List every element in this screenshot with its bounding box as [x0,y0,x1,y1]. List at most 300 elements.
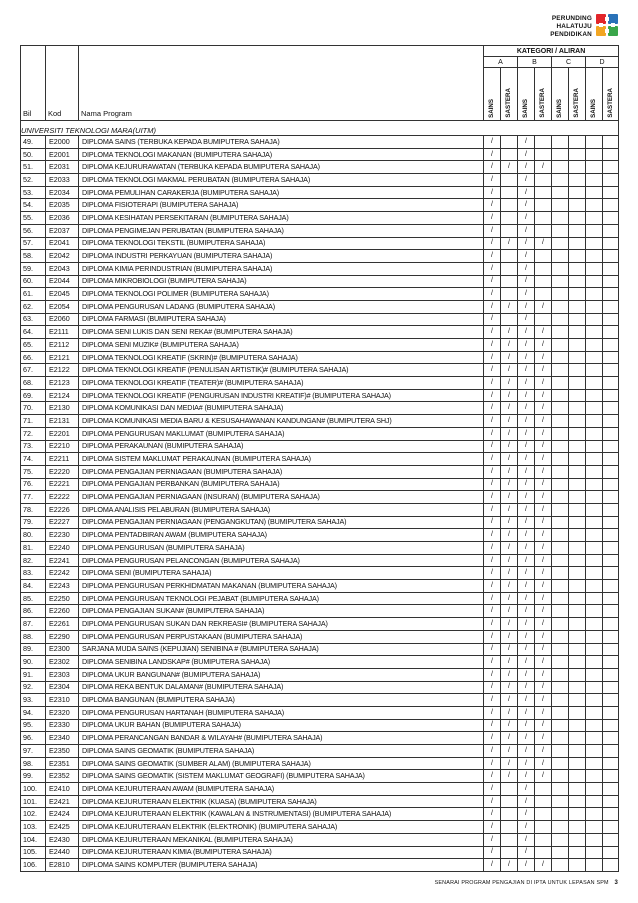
row-mark [535,199,552,212]
row-bil: 99. [21,770,46,783]
row-mark [552,275,569,288]
row-kod: E2425 [46,821,79,834]
row-mark [552,808,569,821]
row-mark [569,161,586,174]
row-mark [569,808,586,821]
row-mark: / [518,212,535,225]
row-mark: / [484,795,501,808]
row-mark [552,592,569,605]
table-row [21,136,619,149]
row-mark [586,136,603,149]
row-program: DIPLOMA PENGAJIAN PERNIAGAAN (BUMIPUTERA SAHAJA) [79,465,484,478]
row-bil: 54. [21,199,46,212]
row-bil: 51. [21,161,46,174]
table-row [21,237,619,250]
row-kod: E2304 [46,681,79,694]
row-bil: 70. [21,402,46,415]
row-bil: 105. [21,846,46,859]
row-mark [569,465,586,478]
row-mark [535,250,552,263]
row-mark [603,465,619,478]
row-mark [586,174,603,187]
row-mark [569,212,586,225]
row-mark: / [501,605,518,618]
row-program: DIPLOMA SAINS GEOMATIK (SISTEM MAKLUMAT GEOGRAFI) (BUMIPUTERA SAHAJA) [79,770,484,783]
row-program: DIPLOMA PENGURUSAN MAKLUMAT (BUMIPUTERA SAHAJA) [79,427,484,440]
row-mark [569,174,586,187]
row-mark [535,846,552,859]
row-program: DIPLOMA PERAKAUNAN (BUMIPUTERA SAHAJA) [79,440,484,453]
row-mark [603,516,619,529]
row-mark [586,630,603,643]
row-mark: / [484,643,501,656]
row-mark [501,250,518,263]
row-mark: / [484,199,501,212]
row-program: DIPLOMA PENGAJIAN PERNIAGAAN (INSURAN) (BUMIPUTERA SAHAJA) [79,491,484,504]
row-mark: / [501,339,518,352]
row-mark [501,174,518,187]
row-mark [586,415,603,428]
row-mark: / [501,656,518,669]
row-bil: 57. [21,237,46,250]
row-bil: 87. [21,618,46,631]
row-kod: E2220 [46,465,79,478]
footer-text: SENARAI PROGRAM PENGAJIAN DI IPTA UNTUK LEPASAN SPM [434,880,609,886]
row-mark [569,694,586,707]
row-kod: E2211 [46,453,79,466]
table-row [21,795,619,808]
row-mark [586,592,603,605]
row-program: DIPLOMA TEKNOLOGI KREATIF (PENGURUSAN INDUSTRI KREATIF)# (BUMIPUTERA SAHAJA) [79,389,484,402]
row-bil: 55. [21,212,46,225]
row-bil: 64. [21,326,46,339]
row-mark [586,440,603,453]
row-kod: E2031 [46,161,79,174]
table-row [21,465,619,478]
row-mark: / [501,478,518,491]
row-mark: / [518,389,535,402]
table-row [21,377,619,390]
row-mark [603,389,619,402]
row-mark [552,821,569,834]
row-kod: E2424 [46,808,79,821]
row-mark [535,783,552,796]
row-mark [535,136,552,149]
row-mark: / [501,859,518,872]
row-mark [569,351,586,364]
row-mark: / [518,732,535,745]
row-mark [603,364,619,377]
row-mark: / [484,783,501,796]
row-program: DIPLOMA TEKNOLOGI KREATIF (SKRIN)# (BUMIPUTERA SAHAJA) [79,351,484,364]
row-mark: / [501,643,518,656]
row-mark: / [484,554,501,567]
row-program: DIPLOMA SISTEM MAKLUMAT PERAKAUNAN (BUMIPUTERA SAHAJA) [79,453,484,466]
row-mark [569,745,586,758]
row-mark: / [535,719,552,732]
row-mark [603,630,619,643]
row-kod: E2810 [46,859,79,872]
row-mark [552,453,569,466]
row-mark: / [484,567,501,580]
row-mark [552,199,569,212]
row-mark [586,186,603,199]
row-program: DIPLOMA UKUR BANGUNAN# (BUMIPUTERA SAHAJA) [79,668,484,681]
row-mark [586,224,603,237]
row-mark: / [484,237,501,250]
row-mark [569,415,586,428]
row-program: DIPLOMA PENGURUSAN PELANCONGAN (BUMIPUTERA SAHAJA) [79,554,484,567]
row-mark [501,808,518,821]
row-mark [586,821,603,834]
row-kod: E2350 [46,745,79,758]
row-mark [501,224,518,237]
row-mark [535,821,552,834]
row-mark: / [484,212,501,225]
row-mark [552,770,569,783]
row-mark [569,719,586,732]
row-mark: / [484,224,501,237]
row-mark: / [484,542,501,555]
row-mark: / [501,402,518,415]
row-mark: / [518,186,535,199]
row-mark [603,668,619,681]
row-program: DIPLOMA KOMUNIKASI MEDIA BARU & KESUSAHAWANAN KANDUNGAN# (BUMIPUTERA SHJ) [79,415,484,428]
row-mark: / [535,745,552,758]
row-kod: E2320 [46,706,79,719]
row-mark: / [484,694,501,707]
row-program: DIPLOMA PENTADBIRAN AWAM (BUMIPUTERA SAHAJA) [79,529,484,542]
row-mark [586,516,603,529]
row-bil: 97. [21,745,46,758]
row-mark: / [484,427,501,440]
row-mark [535,212,552,225]
row-bil: 62. [21,300,46,313]
row-bil: 77. [21,491,46,504]
row-mark [586,377,603,390]
row-mark: / [518,364,535,377]
row-mark [603,783,619,796]
row-program: DIPLOMA PERANCANGAN BANDAR & WILAYAH# (BUMIPUTERA SAHAJA) [79,732,484,745]
row-mark [603,554,619,567]
logo-line: PENDIDIKAN [550,31,592,38]
row-program: DIPLOMA REKA BENTUK DALAMAN# (BUMIPUTERA SAHAJA) [79,681,484,694]
row-mark [552,846,569,859]
table-row [21,757,619,770]
row-mark: / [484,453,501,466]
row-mark [535,148,552,161]
table-row [21,148,619,161]
row-program: DIPLOMA KEJURURAWATAN (TERBUKA KEPADA BUMIPUTERA SAHAJA) [79,161,484,174]
row-mark [552,554,569,567]
row-bil: 93. [21,694,46,707]
row-mark: / [518,275,535,288]
row-mark [603,719,619,732]
row-mark [552,351,569,364]
row-mark [603,351,619,364]
row-mark [586,300,603,313]
row-mark: / [535,567,552,580]
row-mark [552,491,569,504]
row-mark [552,681,569,694]
row-bil: 92. [21,681,46,694]
row-mark [603,186,619,199]
puzzle-cross-icon [596,14,618,36]
row-mark [569,783,586,796]
row-program: DIPLOMA KOMUNIKASI DAN MEDIA# (BUMIPUTERA SAHAJA) [79,402,484,415]
row-mark: / [535,706,552,719]
row-kod: E2290 [46,630,79,643]
row-mark: / [535,859,552,872]
row-mark [603,706,619,719]
table-row [21,275,619,288]
row-mark: / [518,833,535,846]
row-mark [552,478,569,491]
row-bil: 69. [21,389,46,402]
row-mark: / [484,262,501,275]
row-mark [586,402,603,415]
row-mark: / [501,503,518,516]
row-mark [586,656,603,669]
row-mark: / [535,503,552,516]
row-program: DIPLOMA PENGURUSAN HARTANAH (BUMIPUTERA SAHAJA) [79,706,484,719]
row-mark: / [484,821,501,834]
row-mark [569,136,586,149]
row-bil: 80. [21,529,46,542]
row-mark: / [484,136,501,149]
row-mark: / [535,618,552,631]
row-mark: / [535,351,552,364]
row-mark [552,224,569,237]
row-mark: / [518,136,535,149]
row-mark: / [501,326,518,339]
row-kod: E2124 [46,389,79,402]
row-mark [603,745,619,758]
row-mark: / [518,415,535,428]
row-mark [586,313,603,326]
row-mark: / [484,605,501,618]
stream-header: SASTERA [603,68,619,121]
row-kod: E2121 [46,351,79,364]
row-mark [586,618,603,631]
row-mark: / [501,465,518,478]
row-mark [569,668,586,681]
row-mark [552,516,569,529]
row-kod: E2221 [46,478,79,491]
row-mark: / [518,808,535,821]
row-program: DIPLOMA UKUR BAHAN (BUMIPUTERA SAHAJA) [79,719,484,732]
row-kod: E2222 [46,491,79,504]
row-mark [552,262,569,275]
row-mark [586,833,603,846]
row-mark [569,618,586,631]
row-mark [569,770,586,783]
row-program: DIPLOMA PEMULIHAN CARAKERJA (BUMIPUTERA SAHAJA) [79,186,484,199]
logo-line: PERUNDING [551,15,592,22]
table-row [21,427,619,440]
row-mark: / [535,770,552,783]
row-mark [552,732,569,745]
row-mark: / [484,377,501,390]
row-kod: E2260 [46,605,79,618]
row-bil: 106. [21,859,46,872]
table-row [21,656,619,669]
row-bil: 98. [21,757,46,770]
group-b-header: B [518,57,552,68]
table-row [21,833,619,846]
table-row [21,262,619,275]
row-program: DIPLOMA SAINS (TERBUKA KEPADA BUMIPUTERA SAHAJA) [79,136,484,149]
row-mark [586,288,603,301]
logo-line: HALATUJU [556,23,592,30]
row-mark [586,808,603,821]
table-row [21,706,619,719]
row-kod: E2130 [46,402,79,415]
table-row [21,618,619,631]
row-mark: / [484,681,501,694]
row-mark [569,656,586,669]
row-mark: / [535,339,552,352]
row-mark: / [535,656,552,669]
row-mark [603,846,619,859]
row-mark: / [535,681,552,694]
row-mark [552,783,569,796]
row-kod: E2123 [46,377,79,390]
row-mark [569,732,586,745]
row-mark [552,503,569,516]
row-mark [569,542,586,555]
row-mark: / [484,440,501,453]
row-mark [501,199,518,212]
row-mark [603,859,619,872]
row-mark [552,300,569,313]
row-mark [569,554,586,567]
row-mark [603,326,619,339]
table-row [21,415,619,428]
row-mark: / [501,453,518,466]
row-program: DIPLOMA PENGURUSAN TEKNOLOGI PEJABAT (BUMIPUTERA SAHAJA) [79,592,484,605]
row-mark [603,199,619,212]
row-mark: / [501,567,518,580]
row-mark [535,186,552,199]
row-mark: / [501,542,518,555]
row-mark [535,313,552,326]
row-mark [552,402,569,415]
row-mark: / [501,745,518,758]
row-mark [552,440,569,453]
row-bil: 67. [21,364,46,377]
row-mark [586,148,603,161]
stream-header: SAINS [484,68,501,121]
row-kod: E2241 [46,554,79,567]
row-mark [552,161,569,174]
row-mark [586,199,603,212]
row-kod: E2330 [46,719,79,732]
row-mark: / [518,174,535,187]
row-mark [586,846,603,859]
row-mark: / [484,592,501,605]
row-mark: / [535,630,552,643]
row-mark: / [535,732,552,745]
row-mark [603,618,619,631]
row-program: DIPLOMA SAINS KOMPUTER (BUMIPUTERA SAHAJA) [79,859,484,872]
row-program: DIPLOMA SENI LUKIS DAN SENI REKA# (BUMIPUTERA SAHAJA) [79,326,484,339]
stream-header: SAINS [552,68,569,121]
row-mark [586,250,603,263]
row-mark [569,402,586,415]
row-bil: 61. [21,288,46,301]
row-program: SARJANA MUDA SAINS (KEPUJIAN) SENIBINA # (BUMIPUTERA SAHAJA) [79,643,484,656]
row-mark: / [518,478,535,491]
row-mark: / [484,364,501,377]
row-kod: E2240 [46,542,79,555]
row-bil: 50. [21,148,46,161]
row-mark [586,567,603,580]
row-mark: / [535,554,552,567]
table-row [21,529,619,542]
row-mark: / [535,580,552,593]
row-mark [569,516,586,529]
row-program: DIPLOMA SENIBINA LANDSKAP# (BUMIPUTERA SAHAJA) [79,656,484,669]
row-mark: / [484,174,501,187]
row-mark: / [535,377,552,390]
page-number: 3 [614,880,618,886]
row-mark: / [484,478,501,491]
table-row [21,516,619,529]
row-bil: 88. [21,630,46,643]
row-mark [569,503,586,516]
row-mark [501,262,518,275]
row-program: DIPLOMA TEKNOLOGI MAKANAN (BUMIPUTERA SAHAJA) [79,148,484,161]
row-mark: / [484,529,501,542]
row-kod: E2340 [46,732,79,745]
row-mark [552,174,569,187]
table-row [21,719,619,732]
row-mark: / [518,529,535,542]
row-mark [535,174,552,187]
row-mark [569,186,586,199]
row-mark [603,224,619,237]
row-mark [603,757,619,770]
row-mark: / [484,288,501,301]
table-row [21,503,619,516]
row-mark [603,808,619,821]
row-mark [552,656,569,669]
row-mark [586,605,603,618]
row-mark [603,681,619,694]
row-mark [586,795,603,808]
row-mark [552,859,569,872]
row-mark [552,643,569,656]
table-row [21,313,619,326]
table-row [21,681,619,694]
row-mark [586,212,603,225]
row-mark [569,630,586,643]
row-mark [603,605,619,618]
row-mark: / [501,668,518,681]
row-mark [552,719,569,732]
row-mark [586,706,603,719]
row-mark [586,757,603,770]
row-mark [501,186,518,199]
row-mark [586,161,603,174]
row-mark: / [518,821,535,834]
row-bil: 68. [21,377,46,390]
row-mark [603,643,619,656]
row-mark [586,542,603,555]
row-mark: / [535,516,552,529]
row-mark: / [535,643,552,656]
